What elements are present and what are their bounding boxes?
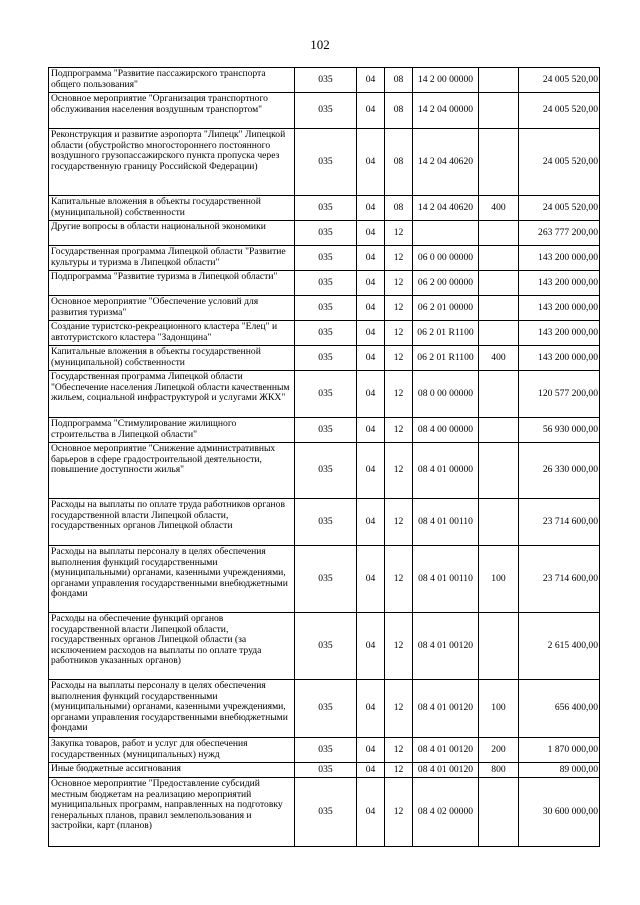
budget-item-name: Капитальные вложения в объекты государственной (муниципальной) собственности [49,196,295,221]
expense-type-code: 100 [479,680,519,738]
expense-type-code [479,246,519,271]
target-article-code: 08 4 01 00120 [413,738,479,763]
section-code: 04 [357,546,385,613]
budget-item-name: Подпрограмма "Стимулирование жилищного строительства в Липецкой области" [49,418,295,443]
section-code: 04 [357,443,385,499]
section-code: 04 [357,196,385,221]
target-article-code: 06 2 00 00000 [413,271,479,296]
subsection-code: 12 [385,680,413,738]
budget-item-name: Иные бюджетные ассигнования [49,763,295,778]
amount: 1 870 000,00 [519,738,600,763]
ministry-code: 035 [295,738,357,763]
section-code: 04 [357,346,385,371]
expense-type-code [479,321,519,346]
budget-item-name: Основное мероприятие "Организация транспортного обслуживания населения воздушным транспортом" [49,93,295,129]
expense-type-code [479,499,519,546]
amount: 263 777 200,00 [519,221,600,246]
section-code: 04 [357,418,385,443]
expense-type-code [479,371,519,418]
ministry-code: 035 [295,499,357,546]
section-code: 04 [357,68,385,93]
target-article-code: 08 4 01 00110 [413,499,479,546]
ministry-code: 035 [295,443,357,499]
target-article-code: 14 2 04 00000 [413,93,479,129]
target-article-code: 06 2 01 R1100 [413,346,479,371]
table-row [49,763,600,778]
section-code: 04 [357,296,385,321]
ministry-code: 035 [295,546,357,613]
subsection-code: 12 [385,246,413,271]
subsection-code: 12 [385,346,413,371]
section-code: 04 [357,321,385,346]
table-row [49,196,600,221]
table-row [49,443,600,499]
section-code: 04 [357,680,385,738]
expense-type-code [479,68,519,93]
subsection-code: 08 [385,196,413,221]
table-row [49,680,600,738]
expense-type-code: 800 [479,763,519,778]
expense-type-code [479,271,519,296]
section-code: 04 [357,778,385,847]
expense-type-code [479,613,519,680]
subsection-code: 12 [385,296,413,321]
ministry-code: 035 [295,129,357,196]
subsection-code: 12 [385,613,413,680]
subsection-code: 12 [385,443,413,499]
subsection-code: 12 [385,499,413,546]
ministry-code: 035 [295,296,357,321]
amount: 24 005 520,00 [519,93,600,129]
ministry-code: 035 [295,371,357,418]
table-row [49,418,600,443]
budget-table [48,67,600,847]
expense-type-code [479,296,519,321]
table-row [49,613,600,680]
budget-item-name: Подпрограмма "Развитие пассажирского транспорта общего пользования" [49,68,295,93]
section-code: 04 [357,613,385,680]
target-article-code: 08 4 02 00000 [413,778,479,847]
target-article-code: 08 4 00 00000 [413,418,479,443]
table-row [49,296,600,321]
subsection-code: 12 [385,546,413,613]
section-code: 04 [357,371,385,418]
amount: 143 200 000,00 [519,346,600,371]
expense-type-code [479,129,519,196]
subsection-code: 12 [385,321,413,346]
subsection-code: 12 [385,418,413,443]
amount: 89 000,00 [519,763,600,778]
table-row [49,778,600,847]
expense-type-code [479,443,519,499]
ministry-code: 035 [295,613,357,680]
budget-item-name: Расходы на выплаты персоналу в целях обеспечения выполнения функций государственными (муниципальными) органами, казенными учреждениями, органами управления государственными внебюджетными фондами [49,680,295,738]
table-row [49,129,600,196]
section-code: 04 [357,763,385,778]
ministry-code: 035 [295,271,357,296]
amount: 56 930 000,00 [519,418,600,443]
budget-item-name: Капитальные вложения в объекты государственной (муниципальной) собственности [49,346,295,371]
target-article-code: 06 0 00 00000 [413,246,479,271]
amount: 143 200 000,00 [519,296,600,321]
target-article-code: 08 4 01 00120 [413,613,479,680]
ministry-code: 035 [295,778,357,847]
budget-item-name: Реконструкция и развитие аэропорта "Липецк" Липецкой области (обустройство многостороннего постоянного воздушного грузопассажирского пункта пропуска через государственную границу Российской Федерации) [49,129,295,196]
budget-item-name: Создание туристско-рекреационного кластера "Елец" и автотуристского кластера "Задонщина" [49,321,295,346]
subsection-code: 08 [385,68,413,93]
ministry-code: 035 [295,246,357,271]
ministry-code: 035 [295,680,357,738]
budget-item-name: Государственная программа Липецкой области "Обеспечение населения Липецкой области качественным жильем, социальной инфраструктурой и услугами ЖКХ" [49,371,295,418]
target-article-code: 08 4 01 00120 [413,680,479,738]
expense-type-code [479,221,519,246]
section-code: 04 [357,246,385,271]
table-row [49,93,600,129]
section-code: 04 [357,221,385,246]
subsection-code: 08 [385,93,413,129]
target-article-code: 08 4 01 00000 [413,443,479,499]
budget-item-name: Государственная программа Липецкой области "Развитие культуры и туризма в Липецкой области" [49,246,295,271]
target-article-code: 08 0 00 00000 [413,371,479,418]
subsection-code: 12 [385,271,413,296]
amount: 23 714 600,00 [519,499,600,546]
amount: 143 200 000,00 [519,246,600,271]
amount: 2 615 400,00 [519,613,600,680]
target-article-code: 08 4 01 00110 [413,546,479,613]
target-article-code: 14 2 04 40620 [413,129,479,196]
subsection-code: 08 [385,129,413,196]
ministry-code: 035 [295,321,357,346]
subsection-code: 12 [385,738,413,763]
amount: 30 600 000,00 [519,778,600,847]
target-article-code: 06 2 01 R1100 [413,321,479,346]
budget-item-name: Расходы на выплаты персоналу в целях обеспечения выполнения функций государственными (муниципальными) органами, казенными учреждениями, органами управления государственными внебюджетными фондами [49,546,295,613]
expense-type-code [479,93,519,129]
amount: 24 005 520,00 [519,68,600,93]
table-row [49,321,600,346]
table-row [49,546,600,613]
amount: 24 005 520,00 [519,129,600,196]
table-row [49,68,600,93]
subsection-code: 12 [385,778,413,847]
amount: 26 330 000,00 [519,443,600,499]
table-row [49,738,600,763]
ministry-code: 035 [295,346,357,371]
expense-type-code [479,418,519,443]
target-article-code: 14 2 00 00000 [413,68,479,93]
table-row [49,371,600,418]
target-article-code: 08 4 01 00120 [413,763,479,778]
section-code: 04 [357,738,385,763]
expense-type-code: 400 [479,196,519,221]
budget-item-name: Закупка товаров, работ и услуг для обеспечения государственных (муниципальных) нужд [49,738,295,763]
section-code: 04 [357,129,385,196]
budget-item-name: Основное мероприятие "Снижение административных барьеров в сфере градостроительной деятельности, повышение доступности жилья" [49,443,295,499]
ministry-code: 035 [295,68,357,93]
page-number: 102 [310,37,330,52]
table-row [49,221,600,246]
budget-item-name: Основное мероприятие "Предоставление субсидий местным бюджетам на реализацию мероприятий муниципальных программ, направленных на подготовку генеральных планов, правил землепользования и застройки, карт (планов) [49,778,295,847]
ministry-code: 035 [295,763,357,778]
ministry-code: 035 [295,196,357,221]
table-row [49,499,600,546]
budget-item-name: Другие вопросы в области национальной экономики [49,221,295,246]
budget-item-name: Основное мероприятие "Обеспечение условий для развития туризма" [49,296,295,321]
amount: 656 400,00 [519,680,600,738]
budget-item-name: Расходы на обеспечение функций органов государственной власти Липецкой области, государственных органов Липецкой области (за исключением расходов на выплаты по оплате труда работников указанных органов) [49,613,295,680]
amount: 143 200 000,00 [519,271,600,296]
target-article-code [413,221,479,246]
ministry-code: 035 [295,221,357,246]
expense-type-code: 200 [479,738,519,763]
subsection-code: 12 [385,371,413,418]
amount: 24 005 520,00 [519,196,600,221]
table-row [49,271,600,296]
table-row [49,346,600,371]
amount: 23 714 600,00 [519,546,600,613]
table-row [49,246,600,271]
subsection-code: 12 [385,763,413,778]
budget-item-name: Подпрограмма "Развитие туризма в Липецкой области" [49,271,295,296]
section-code: 04 [357,93,385,129]
expense-type-code: 100 [479,546,519,613]
section-code: 04 [357,499,385,546]
ministry-code: 035 [295,418,357,443]
subsection-code: 12 [385,221,413,246]
amount: 120 577 200,00 [519,371,600,418]
budget-item-name: Расходы на выплаты по оплате труда работников органов государственной власти Липецкой области, государственных органов Липецкой области [49,499,295,546]
budget-table-body [49,68,600,847]
ministry-code: 035 [295,93,357,129]
amount: 143 200 000,00 [519,321,600,346]
target-article-code: 06 2 01 00000 [413,296,479,321]
section-code: 04 [357,271,385,296]
expense-type-code [479,778,519,847]
target-article-code: 14 2 04 40620 [413,196,479,221]
expense-type-code: 400 [479,346,519,371]
